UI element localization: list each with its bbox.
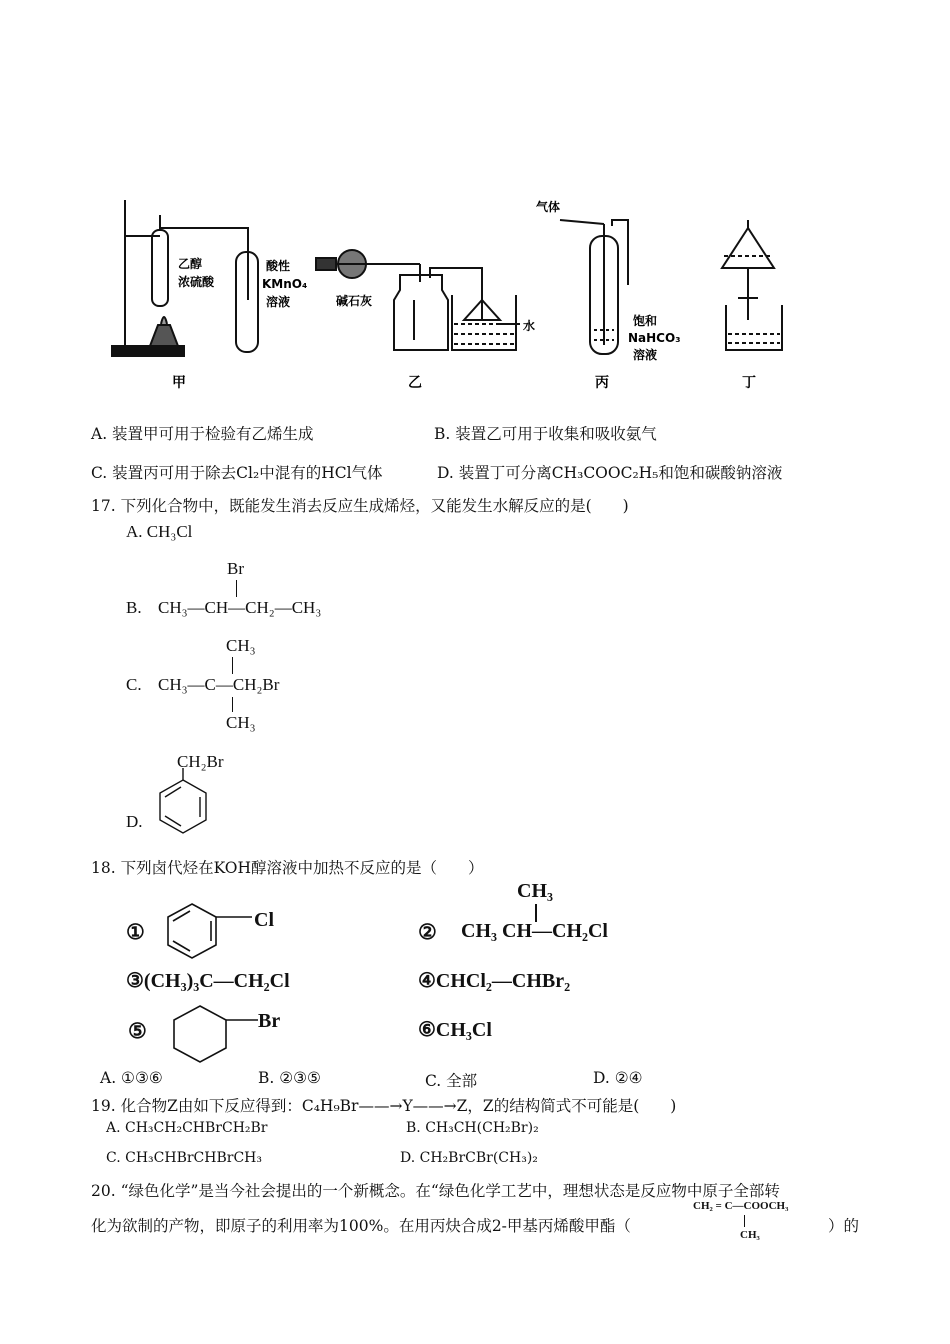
jia-tube-label-2: KMnO₄ [262,277,308,291]
q18-option-c: C. 全部 [425,1072,478,1090]
q17-stem: 17. 下列化合物中，既能发生消去反应生成烯烃，又能发生水解反应的是( ) [91,497,629,515]
q18-stem: 18. 下列卤代烃在KOH醇溶液中加热不反应的是（ ） [91,859,484,877]
bing-solution-label-1: 饱和 [633,314,658,328]
bing-gas-label: 气体 [536,200,561,214]
q18-option-b: B. ②③⑤ [258,1069,321,1087]
q16-option-b: B. 装置乙可用于收集和吸收氨气 [434,425,657,443]
q20-line-2-post: ）的 [828,1217,860,1235]
q18-item5-substituent: Br [258,1010,281,1032]
yi-caption: 乙 [408,375,422,391]
q17-option-b-chain: CH₃—CH—CH₂—CH₃ [158,598,322,617]
q17-option-d-label: D. [126,812,143,831]
q17-option-d-substituent: CH₂Br [177,752,224,771]
bing-solution-label-2: NaHCO₃ [628,331,681,345]
q18-item2-chain: CH₃ CH—CH₂Cl [461,920,608,942]
q17-option-c-bond-up [232,657,233,674]
q19-option-d: D. CH₂BrCBr(CH₃)₂ [400,1150,538,1166]
yi-soda-lime-label: 碱石灰 [336,294,373,308]
q18-item1-num: ① [126,920,145,944]
q18-item1-substituent: Cl [254,909,274,931]
jia-caption: 甲 [172,375,186,391]
jia-tube-label-3: 溶液 [266,295,291,309]
q17-option-c-bottom: CH₃ [226,713,256,732]
q19-option-b: B. CH₃CH(CH₂Br)₂ [406,1120,539,1136]
q16-option-d: D. 装置丁可分离CH₃COOC₂H₅和饱和碳酸钠溶液 [437,464,783,482]
q17-benzene-ring [148,768,218,840]
jia-tube-label-1: 酸性 [266,259,291,273]
q18-item6: ⑥CH₃Cl [418,1019,492,1041]
q17-option-a: A. CH₃Cl [126,522,193,541]
jia-reagent-label-2: 浓硫酸 [178,275,215,289]
q17-option-c-chain: CH₃—C—CH₂Br [158,675,280,694]
q20-formula-bottom: CH₃ [740,1229,760,1241]
jia-reagent-label-1: 乙醇 [178,257,203,271]
q17-option-c-top: CH₃ [226,636,256,655]
q18-item1-benzene [160,900,260,966]
q17-option-b-br: Br [227,559,244,578]
q17-option-b-label: B. [126,598,142,617]
q16-option-c: C. 装置丙可用于除去Cl₂中混有的HCl气体 [91,464,383,482]
yi-water-label: 水 [523,319,536,333]
apparatus-figure [0,0,950,400]
q20-line-1: 20. “绿色化学”是当今社会提出的一个新概念。在“绿色化学工艺中，理想状态是反应物中原子全部转 [91,1182,780,1200]
q18-option-d: D. ②④ [593,1069,643,1087]
q18-item2-top: CH₃ [517,880,553,902]
bing-solution-label-3: 溶液 [633,348,658,362]
q19-option-a: A. CH₃CH₂CHBrCH₂Br [106,1120,268,1136]
q18-item4: ④CHCl₂—CHBr₂ [418,970,571,992]
ding-caption: 丁 [742,375,756,391]
q17-option-b-bond [236,580,237,597]
q19-option-c: C. CH₃CHBrCHBrCH₃ [106,1150,262,1166]
q16-option-a: A. 装置甲可用于检验有乙烯生成 [91,425,314,443]
q20-formula-bond [744,1215,745,1227]
q18-item3: ③(CH₃)₃C—CH₂Cl [126,970,290,992]
bing-caption: 丙 [595,375,609,391]
q17-option-c-bond-down [232,697,233,712]
q20-formula-top: CH₂ = C—COOCH₃ [693,1200,789,1212]
q18-item5-cyclohexane [166,1002,266,1068]
q18-option-a: A. ①③⑥ [100,1069,163,1087]
q18-item5-num: ⑤ [128,1019,147,1043]
q17-option-c-label: C. [126,675,142,694]
q20-line-2-pre: 化为欲制的产物，即原子的利用率为100%。在用丙炔合成2-甲基丙烯酸甲酯（ [91,1217,631,1235]
q19-stem: 19. 化合物Z由如下反应得到：C₄H₉Br——→Y——→Z，Z的结构简式不可能是( ) [91,1097,677,1115]
q18-item2-num: ② [418,920,437,944]
